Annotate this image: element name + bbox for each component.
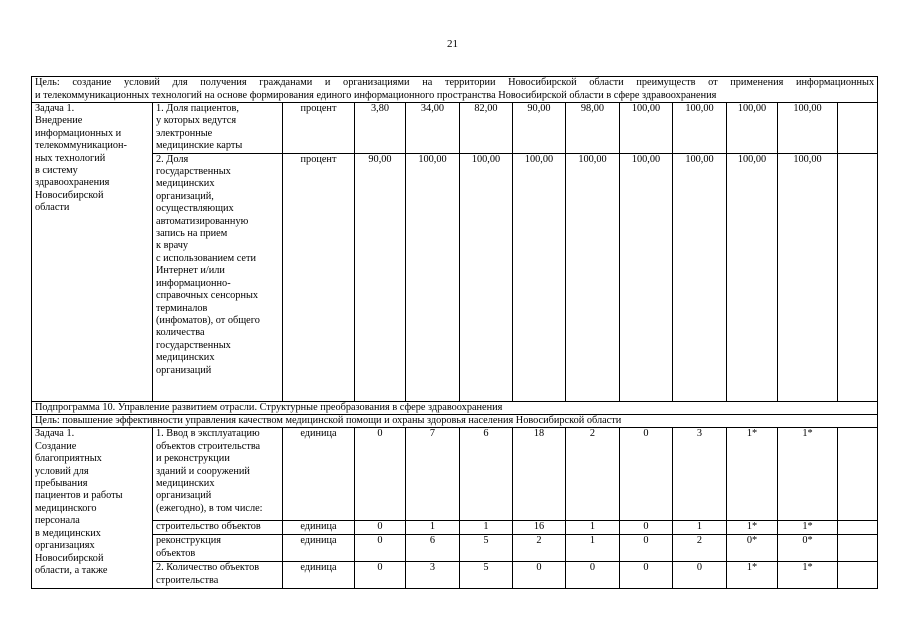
indicator-name: 2. Количество объектов строительства — [153, 562, 283, 589]
indicator-unit: единица — [283, 521, 355, 535]
empty-cell — [838, 562, 878, 589]
empty-cell — [838, 521, 878, 535]
value-cell: 6 — [406, 535, 460, 562]
value-cell: 6 — [460, 428, 513, 521]
table-row — [32, 153, 878, 401]
goal1-row — [32, 77, 878, 90]
table-row — [32, 428, 878, 521]
table-row — [32, 521, 878, 535]
indicator-name: 2. Доля государственных медицинских организаций, осуществляющих автоматизированную запись на прием к врачу с использованием сети Интернет и/или информационно- справочных сенсорных терминалов (инфоматов), от общего количества государственных медицинских организаций — [153, 153, 283, 401]
value-cell: 1 — [566, 535, 620, 562]
task2-title: Задача 1. Создание благоприятных условий для пребывания пациентов и работы медицинского персонала в медицинских организациях Новосибирской области, а также — [32, 428, 153, 589]
indicator-unit: процент — [283, 153, 355, 401]
indicator-name: 1. Доля пациентов, у которых ведутся электронные медицинские карты — [153, 103, 283, 154]
value-cell: 0 — [355, 521, 406, 535]
value-cell: 0 — [620, 521, 673, 535]
goal2-row — [32, 415, 878, 428]
value-cell: 1* — [778, 521, 838, 535]
indicator-unit: единица — [283, 535, 355, 562]
indicator-name: 1. Ввод в эксплуатацию объектов строительства и реконструкции зданий и сооружений медицинских организаций (ежегодно), в том числе: — [153, 428, 283, 521]
value-cell: 5 — [460, 535, 513, 562]
value-cell: 100,00 — [620, 103, 673, 154]
value-cell: 100,00 — [778, 103, 838, 154]
indicators-table — [31, 76, 878, 589]
value-cell: 0* — [727, 535, 778, 562]
empty-cell — [838, 428, 878, 521]
table-row — [32, 535, 878, 562]
subprogram-title: Подпрограмма 10. Управление развитием отрасли. Структурные преобразования в сфере здравоохранения — [32, 401, 878, 414]
value-cell: 34,00 — [406, 103, 460, 154]
value-cell: 82,00 — [460, 103, 513, 154]
value-cell: 1* — [727, 562, 778, 589]
value-cell: 2 — [566, 428, 620, 521]
value-cell: 16 — [513, 521, 566, 535]
value-cell: 100,00 — [778, 153, 838, 401]
value-cell: 1* — [778, 428, 838, 521]
value-cell: 100,00 — [566, 153, 620, 401]
value-cell: 1 — [406, 521, 460, 535]
value-cell: 0 — [513, 562, 566, 589]
value-cell: 3 — [406, 562, 460, 589]
value-cell: 100,00 — [620, 153, 673, 401]
value-cell: 2 — [513, 535, 566, 562]
goal2-text: Цель: повышение эффективности управления качеством медицинской помощи и охраны здоровья населения Новосибирской области — [32, 415, 878, 428]
value-cell: 0 — [355, 428, 406, 521]
goal1-line1: Цель: создание условий для получения гражданами и организациями на территории Новосибирской области преимуществ от применения информационных — [32, 77, 878, 90]
value-cell: 1* — [727, 428, 778, 521]
value-cell: 0 — [620, 535, 673, 562]
value-cell: 0 — [566, 562, 620, 589]
value-cell: 3 — [673, 428, 727, 521]
value-cell: 0 — [355, 562, 406, 589]
indicator-unit: единица — [283, 428, 355, 521]
task1-title: Задача 1. Внедрение информационных и телекоммуникацион- ных технологий в систему здравоохранения Новосибирской области — [32, 103, 153, 402]
value-cell: 100,00 — [727, 103, 778, 154]
value-cell: 1* — [778, 562, 838, 589]
value-cell: 1 — [673, 521, 727, 535]
value-cell: 100,00 — [460, 153, 513, 401]
value-cell: 0* — [778, 535, 838, 562]
value-cell: 2 — [673, 535, 727, 562]
indicator-name: строительство объектов — [153, 521, 283, 535]
goal1-line2: и телекоммуникационных технологий на основе формирования единого информационного пространства Новосибирской области в сфере здравоохранения — [32, 90, 878, 103]
table-row — [32, 562, 878, 589]
empty-cell — [838, 535, 878, 562]
value-cell: 0 — [620, 428, 673, 521]
value-cell: 90,00 — [513, 103, 566, 154]
value-cell: 1* — [727, 521, 778, 535]
value-cell: 100,00 — [673, 153, 727, 401]
empty-cell — [838, 153, 878, 401]
value-cell: 100,00 — [727, 153, 778, 401]
value-cell: 90,00 — [355, 153, 406, 401]
table-row — [32, 103, 878, 154]
value-cell: 98,00 — [566, 103, 620, 154]
value-cell: 100,00 — [673, 103, 727, 154]
subprogram-row — [32, 401, 878, 414]
empty-cell — [838, 103, 878, 154]
value-cell: 1 — [566, 521, 620, 535]
value-cell: 0 — [355, 535, 406, 562]
indicator-name: реконструкция объектов — [153, 535, 283, 562]
value-cell: 3,80 — [355, 103, 406, 154]
goal1-row-cont — [32, 90, 878, 103]
value-cell: 7 — [406, 428, 460, 521]
value-cell: 100,00 — [513, 153, 566, 401]
value-cell: 1 — [460, 521, 513, 535]
value-cell: 100,00 — [406, 153, 460, 401]
value-cell: 0 — [673, 562, 727, 589]
indicator-unit: процент — [283, 103, 355, 154]
value-cell: 5 — [460, 562, 513, 589]
value-cell: 0 — [620, 562, 673, 589]
value-cell: 18 — [513, 428, 566, 521]
indicator-unit: единица — [283, 562, 355, 589]
page-number: 21 — [447, 38, 458, 50]
